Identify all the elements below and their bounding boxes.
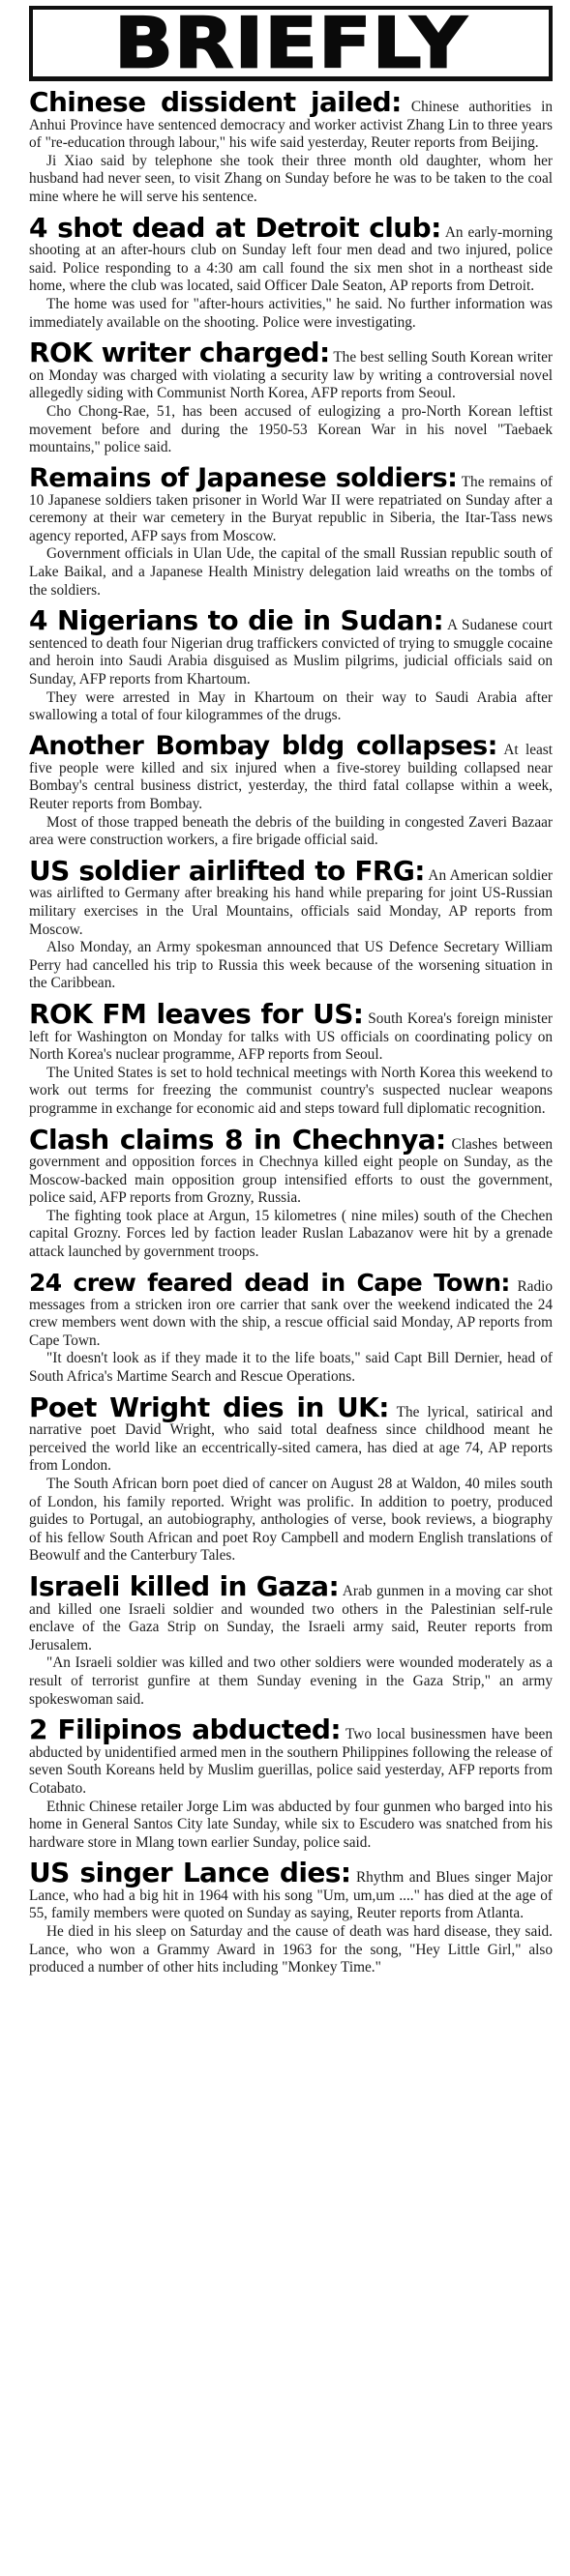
story-lead (29, 854, 553, 939)
story-chinese-dissident (29, 86, 553, 207)
story-paragraph: Also Monday, an Army spokesman announced that US Defence Secretary William Perry had cancelled his trip to Russia this week because of the worsening situation in the Caribbean. (29, 939, 553, 992)
story-paragraph: An American soldier was airlifted to Germany after breaking his hand while preparing for joint US-Russian military exercises in the Ural Mountains, officials said Monday, AP reports from Moscow. (29, 866, 553, 938)
story-rok-fm (29, 997, 554, 1119)
story-paragraph: "It doesn't look as if they made it to the life boats," said Capt Bill Dernier, head of South Africa's Martime Search and Rescue Operations. (29, 1350, 553, 1386)
story-lead (29, 604, 554, 688)
story-paragraph: South Korea's foreign minister left for Washington on Monday for talks with US officials on coordinating policy on North Korea's nuclear programme, AFP reports from Seoul. (29, 1010, 554, 1064)
story-paragraph: Rhythm and Blues singer Major Lance, who had a big hit in 1964 with his song "Um, um,um ...." has died at the age of 55, family members were quoted on Sunday as saying, Reuter reports from Atlanta. (29, 1869, 553, 1922)
story-headline: US soldier airlifted to FRG: (29, 854, 425, 887)
story-us-soldier (29, 854, 553, 993)
story-paragraph: The lyrical, satirical and narrative poet David Wright, who said total deafness since childhood meant he perceived the world like an eccentrically-sited camera, has died at age 74, AP reports from London. (29, 1403, 553, 1475)
story-lead (29, 462, 553, 546)
story-lead (29, 339, 553, 403)
story-paragraph: Two local businessmen have been abducted by unidentified armed men in the southern Philippines following the release of seven South Koreans held by Muslim guerillas, police said yesterday, AFP reports from Cotabato. (29, 1726, 553, 1797)
story-paragraph: He died in his sleep on Saturday and the cause of death was hard disease, they said. Lance, who won a Grammy Award in 1963 for the song, "Hey Little Girl," also produced a number of other hits including "Monkey Time." (29, 1923, 553, 1976)
story-paragraph: Government officials in Ulan Ude, the capital of the small Russian republic south of Lake Baikal, and a Japanese Health Ministry delegation laid wreaths on the tombs of the soldiers. (29, 545, 553, 599)
story-paragraph: An early-morning shooting at an after-hours club on Sunday left four men dead and two injured, police said. Police responding to a 4:30 am call found the six men shot in a northeast side home, where the club was located, said Officer Dale Seaton, AP reports from Detroit. (29, 223, 553, 295)
story-headline: ROK FM leaves for US: (29, 997, 364, 1030)
story-chechnya-clash (29, 1123, 554, 1262)
story-paragraph: The best selling South Korean writer on Monday was charged with violating a security law by writing a controversial novel allegedly siding with Communist North Korea, AFP reports from Seoul. (29, 349, 553, 402)
story-nigerians-sudan (29, 604, 554, 725)
story-lead (29, 997, 554, 1065)
story-cape-town-crew (29, 1270, 553, 1387)
story-headline: 24 crew feared dead in Cape Town: (29, 1268, 510, 1297)
story-paragraph: The South African born poet died of cancer on August 28 at Waldon, 40 miles south of London, his family reported. Wright was prolific. In addition to poetry, produced guides to Portugal, an autobiography, anthologies of verse, book reviews, a biography of his fellow South African and poet Roy Campbell and modern English translations of Beowulf and the Canterbury Tales. (29, 1476, 553, 1565)
story-rok-writer (29, 339, 553, 457)
story-headline: 2 Filipinos abducted: (29, 1713, 341, 1746)
story-israeli-gaza (29, 1569, 553, 1709)
story-paragraph: Chinese authorities in Anhui Province have sentenced democracy and worker activist Zhang Lin to three years of "re-education through labour," his wife said yesterday, Reuter reports from Beijing. (29, 99, 553, 152)
story-paragraph: The remains of 10 Japanese soldiers taken prisoner in World War II were repatriated on Sunday after a ceremony at their war cemetery in the Buryat republic in Siberia, the Itar-Tass news agency reported, AFP says from Moscow. (29, 473, 553, 544)
story-paragraph: The United States is set to hold technical meetings with North Korea this weekend to work out terms for freezing the communist country's suspected nuclear weapons programme in exchange for economic aid and steps toward full diplomatic recognition. (29, 1064, 553, 1117)
story-lead (29, 1859, 553, 1923)
story-headline: Poet Wright dies in UK: (29, 1390, 389, 1423)
masthead-title: BRIEFLY (113, 6, 468, 81)
story-bombay-collapse (29, 730, 554, 850)
story-headline: Chinese dissident jailed: (29, 86, 402, 118)
story-headline: 4 Nigerians to die in Sudan: (29, 604, 444, 637)
story-paragraph: Cho Chong-Rae, 51, has been accused of eulogizing a pro-North Korean leftist movement before and during the 1950-53 Korean War in his novel "Taebaek mountains," police said. (29, 402, 553, 456)
story-headline: 4 shot dead at Detroit club: (29, 211, 441, 244)
story-paragraph: At least five people were killed and six injured when a five-storey building collapsed near Bombay's central business district, yesterday, the third fatal collapse within a week, Reuter reports from Bombay. (29, 741, 554, 812)
story-paragraph: Ji Xiao said by telephone she took their three month old daughter, whom her husband had never seen, to visit Zhang on Sunday before he was to be taken to the coal mine where he will serve his sentence. (29, 152, 553, 205)
story-lead (29, 211, 553, 296)
story-paragraph: Arab gunmen in a moving car shot and killed one Israeli soldier and wounded two others in the Palestinian self-rule enclave of the Gaza Strip on Sunday, the Israeli army said, Reuter reports from Jerusalem. (29, 1582, 553, 1654)
story-lead (29, 86, 553, 153)
story-lead (29, 1569, 553, 1654)
story-headline: Another Bombay bldg collapses: (29, 730, 497, 761)
story-paragraph: "An Israeli soldier was killed and two other soldiers were wounded moderately as a result of terrorist gunfire at them Sunday evening in the Gaza Strip," an army spokeswoman said. (29, 1654, 553, 1708)
story-paragraph: The home was used for "after-hours activities," he said. No further information was immediately available on the shooting. Police were investigating. (29, 295, 553, 331)
story-headline: US singer Lance dies: (29, 1857, 351, 1889)
stories-column (29, 86, 554, 1977)
story-paragraph: The fighting took place at Argun, 15 kilometres ( nine miles) south of the Chechen capital Grozny. Forces led by faction leader Ruslan Labazanov were hit by a grenade attack launched by government troops. (29, 1207, 553, 1261)
story-lead (29, 1270, 553, 1351)
masthead-box (29, 6, 553, 81)
story-poet-wright (29, 1390, 553, 1566)
story-lead (29, 1390, 553, 1476)
story-headline: Remains of Japanese soldiers: (29, 462, 458, 493)
story-headline: Israeli killed in Gaza: (29, 1569, 340, 1602)
story-headline: Clash claims 8 in Chechnya: (29, 1123, 446, 1156)
story-japanese-soldiers (29, 462, 553, 600)
story-paragraph: They were arrested in May in Khartoum on their way to Saudi Arabia after swallowing a total of four kilogrammes of the drugs. (29, 688, 553, 724)
story-lead (29, 1713, 553, 1798)
story-paragraph: Most of those trapped beneath the debris of the building in congested Zaveri Bazaar area were construction workers, a fire brigade official said. (29, 813, 553, 849)
story-filipinos-abducted (29, 1713, 553, 1852)
story-singer-lance (29, 1859, 553, 1977)
story-paragraph: Clashes between government and opposition forces in Chechnya killed eight people on Sunday, as the Moscow-backed main opposition group intensified efforts to oust the government, police said, AFP reports from Grozny, Russia. (29, 1135, 554, 1207)
story-headline: ROK writer charged: (29, 337, 330, 369)
story-lead (29, 730, 554, 814)
story-paragraph: Radio messages from a stricken iron ore carrier that sank over the weekend indicated the 24 crew members went down with the ship, a rescue official said Monday, AP reports from Cape Town. (29, 1277, 553, 1349)
story-lead (29, 1123, 554, 1208)
story-paragraph: Ethnic Chinese retailer Jorge Lim was abducted by four gunmen who barged into his home in General Santos City late Sunday, while six to Escudero was snatched from his hardware store in Mlang town earlier Sunday, police said. (29, 1798, 553, 1851)
story-detroit-club (29, 211, 553, 333)
story-paragraph: A Sudanese court sentenced to death four Nigerian drug traffickers convicted of trying to smuggle cocaine and heroin into Saudi Arabia disguised as Muslim pilgrims, judicial officials said on Sunday, AFP reports from Khartoum. (29, 617, 554, 688)
